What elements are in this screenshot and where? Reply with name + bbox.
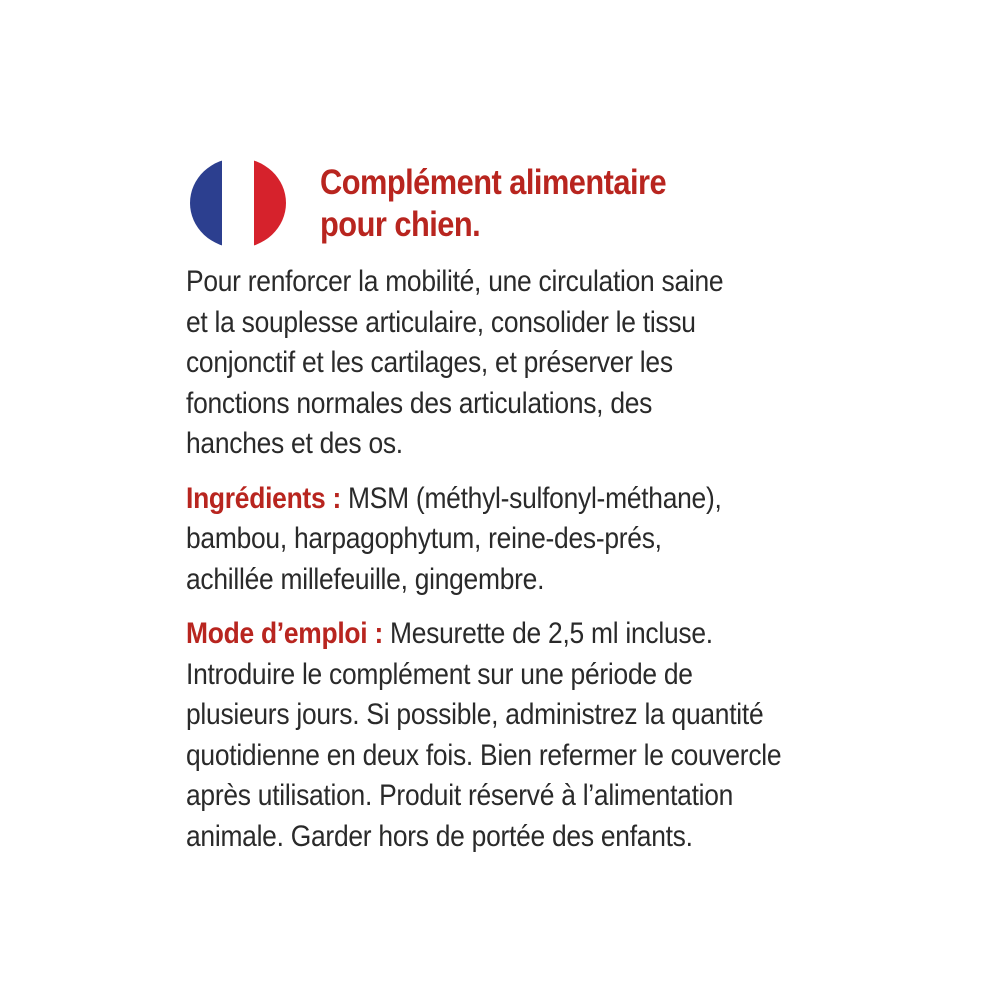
- intro-line-3: conjonctif et les cartilages, et préserver les: [186, 346, 673, 379]
- usage-line-6: animale. Garder hors de portée des enfants.: [186, 819, 693, 853]
- usage-paragraph: [186, 614, 802, 857]
- ingredients-line-3: achillée millefeuille, gingembre.: [186, 562, 545, 596]
- flag-red-band: [254, 158, 286, 248]
- usage-text-1: Mesurette de 2,5 ml incluse.: [382, 617, 713, 650]
- intro-line-2: et la souplesse articulaire, consolider le tissu: [186, 305, 696, 339]
- usage-line-3: plusieurs jours. Si possible, administrez la quantité: [186, 698, 764, 731]
- intro-line-5: hanches et des os.: [186, 427, 403, 460]
- ingredients-label: Ingrédients :: [186, 481, 341, 515]
- ingredients-paragraph: [186, 479, 802, 601]
- label-text: [186, 262, 802, 871]
- title-line-2: pour chien.: [320, 205, 481, 244]
- usage-line-5: après utilisation. Produit réservé à l’alimentation: [186, 779, 734, 812]
- ingredients-line-1: [186, 479, 802, 520]
- usage-line-2: Introduire le complément sur une période de: [186, 657, 693, 691]
- usage-line-4: quotidienne en deux fois. Bien refermer le couvercle: [186, 738, 782, 772]
- flag-white-band: [222, 158, 254, 248]
- intro-line-1: Pour renforcer la mobilité, une circulation saine: [186, 265, 724, 298]
- intro-line-4: fonctions normales des articulations, des: [186, 386, 653, 420]
- flag-blue-band: [190, 158, 222, 248]
- product-title: [320, 162, 778, 246]
- usage-label: Mode d’emploi :: [186, 617, 383, 650]
- title-line-1: Complément alimentaire: [320, 163, 667, 202]
- ingredients-text-1: MSM (méthyl-sulfonyl-méthane),: [340, 481, 722, 515]
- france-flag-icon: [190, 158, 286, 248]
- intro-paragraph: [186, 262, 802, 465]
- usage-line-1: [186, 614, 802, 655]
- ingredients-line-2: bambou, harpagophytum, reine-des-prés,: [186, 522, 662, 555]
